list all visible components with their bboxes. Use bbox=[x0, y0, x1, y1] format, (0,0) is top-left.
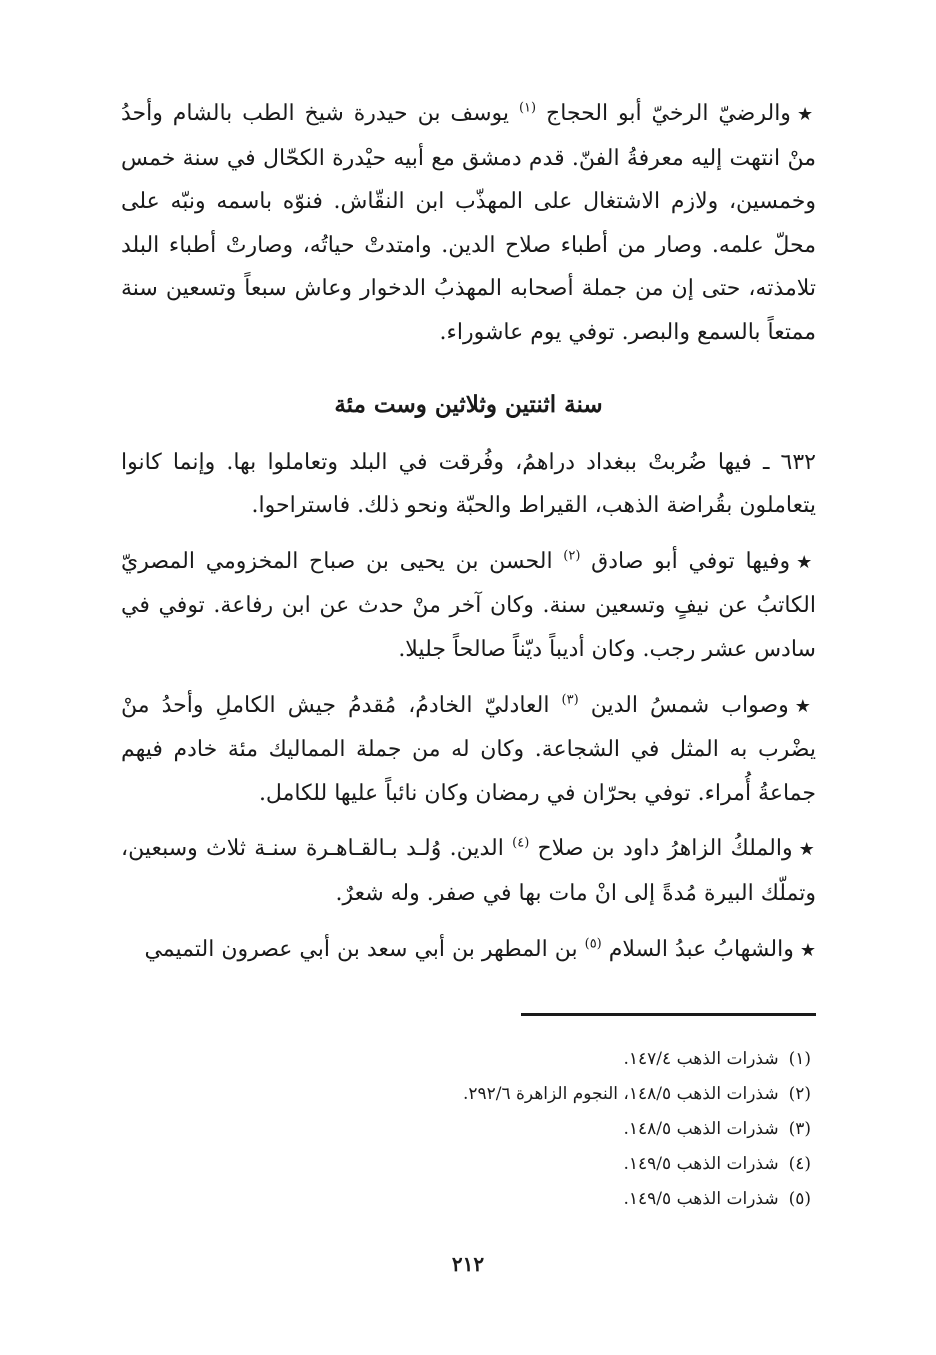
footnote-1 bbox=[311, 1042, 811, 1077]
star-icon: ★ bbox=[798, 839, 816, 861]
entry-radi-al-rakhi bbox=[121, 92, 816, 355]
footnote-5 bbox=[311, 1182, 811, 1217]
footnote-4 bbox=[311, 1147, 811, 1182]
footnote-text: شذرات الذهب ١٤٩/٥. bbox=[623, 1189, 779, 1209]
footnote-ref[interactable]: (١) bbox=[518, 100, 537, 116]
entry-al-zahir bbox=[121, 827, 816, 915]
star-icon: ★ bbox=[796, 104, 816, 125]
footnote-ref[interactable]: (٥) bbox=[584, 936, 602, 952]
footnote-divider bbox=[521, 1013, 816, 1016]
page-number: ٢١٢ bbox=[451, 1252, 485, 1276]
entry-text-rest: الدين. وُلـد بـالقـاهـرة سنـة ثلاث وسبعين، وتملّك البيرة مُدةً إلى انْ مات بها في صفر. وله شعرٌ. bbox=[121, 836, 816, 906]
entry-abu-sadiq bbox=[121, 540, 816, 672]
entry-text-start: والملكُ الزاهرُ داود بن صلاح bbox=[537, 836, 793, 862]
footnote-number: (١) bbox=[788, 1049, 811, 1069]
entry-text-rest: الحسن بن يحيى بن صباح المخزومي المصريّ الكاتبُ عن نيفٍ وتسعين سنة. وكان آخر منْ حدث عن ابن رفاعة. توفي في سادس عشر رجب. وكان أديباً ديّناً صالحاً جليلا. bbox=[121, 548, 816, 662]
footnote-number: (٤) bbox=[788, 1154, 811, 1174]
entry-text-rest: بن المطهر بن أبي سعد بن أبي عصرون التميمي bbox=[144, 936, 578, 962]
star-icon: ★ bbox=[796, 551, 817, 573]
footnote-ref[interactable]: (٣) bbox=[561, 692, 579, 708]
entry-text-start: وفيها توفي أبو صادق bbox=[591, 548, 791, 574]
footnote-text: شذرات الذهب ١٤٩/٥. bbox=[623, 1154, 779, 1174]
footnote-number: (٣) bbox=[788, 1119, 811, 1139]
footnote-text: شذرات الذهب ١٤٨/٥، النجوم الزاهرة ٢٩٢/٦. bbox=[462, 1084, 779, 1104]
footnote-3 bbox=[311, 1112, 811, 1147]
footnote-text: شذرات الذهب ١٤٧/٤. bbox=[623, 1049, 779, 1069]
footnote-ref[interactable]: (٢) bbox=[563, 548, 581, 564]
star-icon: ★ bbox=[794, 695, 816, 717]
entry-text-start: والرضيّ الرخيّ أبو الحجاج bbox=[546, 101, 791, 126]
entry-632: ٦٣٢ ـ فيها ضُربتْ ببغداد دراهمُ، وفُرقت في البلد وتعاملوا بها. وإنما كانوا يتعاملون بقُراضة الذهب، القيراط والحبّة ونحو ذلك. فاستراحوا. bbox=[121, 449, 816, 519]
footnote-number: (٥) bbox=[788, 1189, 811, 1209]
entry-sawab bbox=[121, 684, 816, 816]
entry-text-start: والشهابُ عبدُ السلام bbox=[608, 936, 794, 962]
footnote-2 bbox=[311, 1077, 811, 1112]
footnote-ref[interactable]: (٤) bbox=[512, 835, 530, 851]
year-heading: سنة اثنتين وثلاثين وست مئة bbox=[334, 390, 603, 418]
entry-al-shihab bbox=[121, 928, 816, 973]
footnotes bbox=[311, 1042, 811, 1217]
footnote-number: (٢) bbox=[788, 1084, 811, 1104]
entry-text-rest: العادليّ الخادمُ، مُقدمُ جيش الكاملِ وأحدُ منْ يضْرب به المثل في الشجاعة. وكان له من جملة المماليك مئة خادم فيهم جماعةُ أُمراء. توفي بحرّان في رمضان وكان نائباً عليها للكامل. bbox=[121, 692, 816, 806]
main-text bbox=[121, 92, 816, 972]
entry-text-rest: يوسف بن حيدرة شيخ الطب بالشام وأحدُ منْ انتهت إليه معرفةُ الفنّ. قدم دمشق مع أبيه حيْدرة الكحّال في سنة خمس وخمسين، ولازم الاشتغال على المهذّب ابن النقّاش. فنوّه باسمه ونبّه على محلّ علمه. وصار من أطباء صلاح الدين. وامتدتْ حياتُه، وصارتْ أطباء البلد تلامذته، حتى إن من جملة أصحابه المهذبُ الدخوار وعاش سبعاً وتسعين سنة ممتعاً بالسمع والبصر. توفي يوم عاشوراء. bbox=[121, 101, 816, 345]
footnote-text: شذرات الذهب ١٤٨/٥. bbox=[623, 1119, 779, 1139]
entry-text-start: وصواب شمسُ الدين bbox=[590, 692, 789, 718]
star-icon: ★ bbox=[799, 939, 816, 961]
